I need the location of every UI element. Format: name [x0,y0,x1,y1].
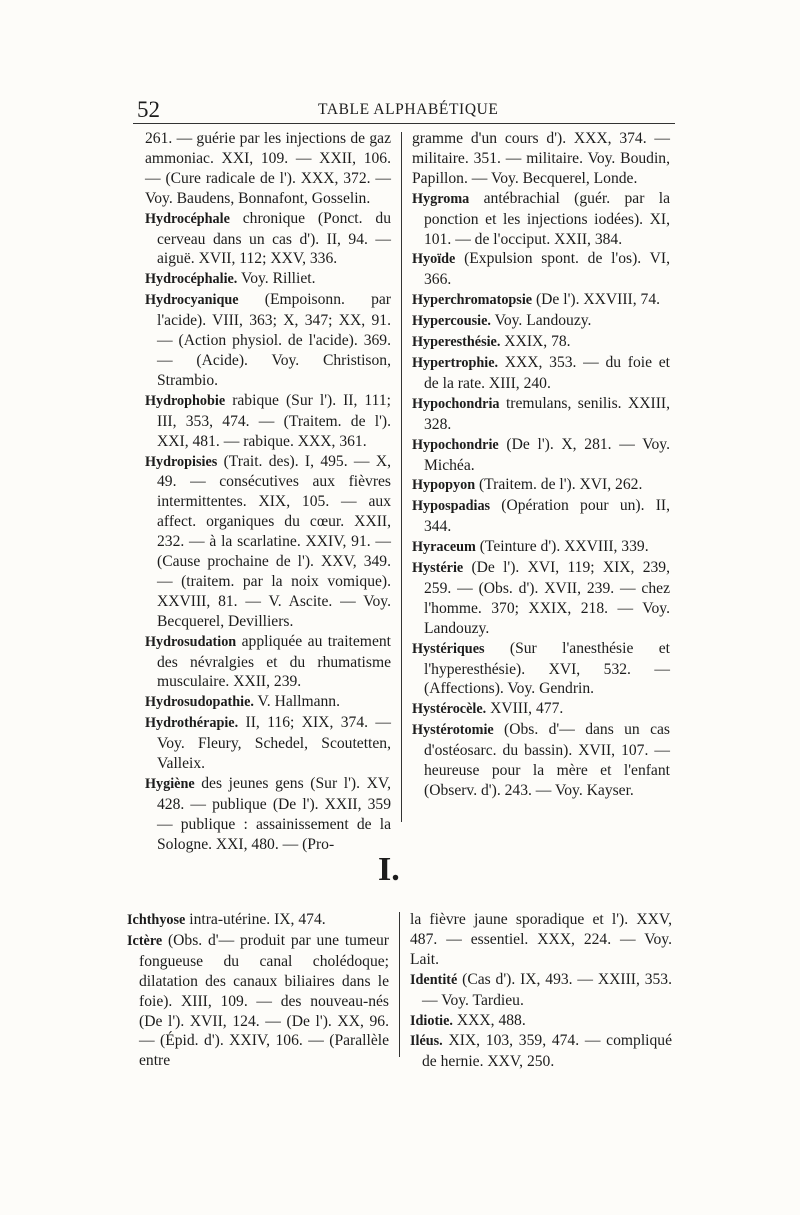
entry-text: (Trait. des). I, 495. — X, 49. — consécutives aux fièvres intermittentes. XIX, 105. — aux affect. organiques du cœur. XXII, 232. — à la scarlatine. XXIV, 91. — (Cause prochaine de l'). XXV, 349. — (traitem. par la noix vomique). XXVIII, 81. — V. Ascite. — Voy. Becquerel, Devilliers. [157,452,391,630]
entry-text: II, 116; XIX, 374. — Voy. Fleury, Schedel, Scoutetten, Valleix. [157,714,391,773]
entry-text: XIX, 103, 359, 474. — compliqué de hernie. XXV, 250. [422,1032,672,1071]
index-entry [145,209,391,270]
entry-headword: Idiotie. [410,1012,453,1029]
index-entry [412,475,670,496]
entry-headword: Hyperesthésie. [412,334,501,351]
index-entry [145,129,391,209]
entry-text: XXIX, 78. [500,333,571,351]
index-entry [145,391,391,452]
entry-headword: Hypospadias [412,498,491,515]
entry-headword: Hydropisies [145,453,218,470]
entry-headword: Hystériques [412,640,485,657]
entry-headword: Hydrosudopathie. [145,694,254,711]
index-entry [412,699,670,720]
index-entry [410,970,672,1011]
page-number: 52 [137,97,160,122]
entry-text: 261. — guérie par les injections de gaz ammoniac. XXI, 109. — XXII, 106. — (Cure radicale de l'). XXX, 372. — Voy. Baudens, Bonnafont, Gosselin. [145,130,391,207]
entry-text: antébrachial (guér. par la ponction et les injections iodées). XI, 101. — de l'occiput. XXII, 384. [424,189,670,248]
index-entry [412,496,670,537]
entry-text: XXX, 353. — du foie et de la rate. XIII, 240. [424,353,670,392]
entry-headword: Hydrocéphalie. [145,271,238,288]
index-entry [145,632,391,693]
entry-text: (Cas d'). IX, 493. — XXIII, 353. — Voy. Tardieu. [422,970,672,1009]
index-entry [412,249,670,290]
column-divider-top [401,132,402,822]
entry-text: (De l'). XVI, 119; XIX, 239, 259. — (Obs. d'). XVII, 239. — chez l'homme. 370; XXIX, 218. — Voy. Landouzy. [424,559,670,637]
entry-headword: Hypopyon [412,477,476,494]
entry-text: (De l'). XXVIII, 74. [532,291,661,309]
entry-headword: Hyraceum [412,539,476,556]
entry-headword: Ichthyose [127,912,186,928]
entry-headword: Hypertrophie. [412,354,499,371]
entry-headword: Hydrophobie [145,392,226,409]
entry-text: (Sur l'anesthésie et l'hyperesthésie). XVI, 532. — (Affections). Voy. Gendrin. [424,639,670,698]
entry-text: appliquée au traitement des névralgies et du rhumatisme musculaire. XXII, 239. [157,632,391,691]
entry-headword: Ictère [127,932,163,949]
index-entry [412,720,670,801]
entry-text: intra-utérine. IX, 474. [185,911,326,928]
index-entry [412,189,670,250]
entry-text: (Traitem. de l'). XVI, 262. [475,476,643,494]
entry-text: (Teinture d'). XXVIII, 339. [475,538,649,556]
bottom-right-column [410,910,672,1072]
entry-headword: Identité [410,971,458,988]
index-entry [127,931,389,1071]
entry-text: rabique (Sur l'). II, 111; III, 353, 474. — (Traitem. de l'). XXI, 481. — rabique. XXX, 361. [157,391,391,450]
entry-text: (Expulsion spont. de l'os). VI, 366. [424,250,670,289]
entry-headword: Hydrosudation [145,633,237,650]
index-entry [127,910,389,931]
index-entry [410,1031,672,1072]
header-rule [133,123,675,124]
section-letter: I. [378,851,400,888]
entry-text: XVIII, 477. [486,700,564,718]
entry-text: (Obs. d'— produit par une tumeur fongueuse du canal cholédoque; dilatation des canaux biliaires dans le foie). XIII, 109. — des nouveau-nés (De l'). XVII, 124. — (De l'). XX, 96. — (Épid. d'). XXIV, 106. — (Parallèle entre [139,931,389,1070]
entry-text: Voy. Rilliet. [237,270,316,288]
entry-headword: Iléus. [410,1033,443,1050]
entry-text: (Empoisonn. par l'acide). VIII, 363; X, 347; XX, 91. — (Action physiol. de l'acide). 369. — (Acide). Voy. Christison, Strambio. [157,291,391,389]
index-entry [410,910,672,970]
entry-headword: Hydrocyanique [145,292,239,309]
entry-text: chronique (Ponct. du cerveau dans un cas d'). II, 94. — aiguë. XVII, 112; XXV, 336. [157,209,391,268]
index-entry [412,129,670,189]
bottom-left-column [127,910,389,1071]
index-entry [412,558,670,639]
entry-text: la fièvre jaune sporadique et l'). XXV, 487. — essentiel. XXX, 224. — Voy. Lait. [410,911,672,968]
entry-headword: Hystérotomie [412,722,494,739]
entry-headword: Hydrothérapie. [145,715,239,732]
top-left-column [145,129,391,855]
entry-text: (Obs. d'— dans un cas d'ostéosarc. du bassin). XVII, 107. — heureuse pour la mère et l'enfant (Observ. d'). 243. — Voy. Kayser. [424,721,670,799]
index-entry [412,394,670,435]
entry-headword: Hygroma [412,190,470,207]
entry-headword: Hystérocèle. [412,701,487,718]
entry-headword: Hypochondria [412,395,500,412]
entry-headword: Hygiène [145,776,195,792]
index-entry [412,537,670,558]
index-entry [145,290,391,391]
entry-headword: Hypochondrie [412,436,499,453]
index-entry [145,713,391,774]
entry-headword: Hyoïde [412,251,456,268]
entry-text: gramme d'un cours d'). XXX, 374. — militaire. 351. — militaire. Voy. Boudin, Papillon. — Voy. Becquerel, Londe. [412,130,670,187]
index-entry [412,332,670,353]
entry-headword: Hystérie [412,560,464,577]
index-entry [410,1011,672,1032]
entry-text: (Opération pour un). II, 344. [424,497,670,536]
index-entry [412,639,670,700]
index-entry [412,435,670,476]
index-entry [412,290,670,311]
entry-text: des jeunes gens (Sur l'). XV, 428. — publique (De l'). XXII, 359 — publique : assainissement de la Sologne. XXI, 480. — (Pro- [157,775,391,853]
index-entry [412,311,670,332]
entry-text: XXX, 488. [452,1011,526,1029]
entry-text: (De l'). X, 281. — Voy. Michéa. [424,435,670,474]
entry-headword: Hypercousie. [412,313,491,330]
index-entry [145,774,391,855]
column-divider-bottom [399,912,400,1057]
index-entry [145,692,391,713]
entry-text: Voy. Landouzy. [490,312,592,330]
entry-text: tremulans, senilis. XXIII, 328. [424,394,670,433]
entry-headword: Hyperchromatopsie [412,292,533,309]
entry-headword: Hydrocéphale [145,210,230,227]
index-entry [145,269,391,290]
entry-text: V. Hallmann. [253,693,340,711]
running-title: TABLE ALPHABÉTIQUE [318,101,499,118]
index-entry [145,452,391,632]
index-entry [412,353,670,394]
top-right-column [412,129,670,801]
